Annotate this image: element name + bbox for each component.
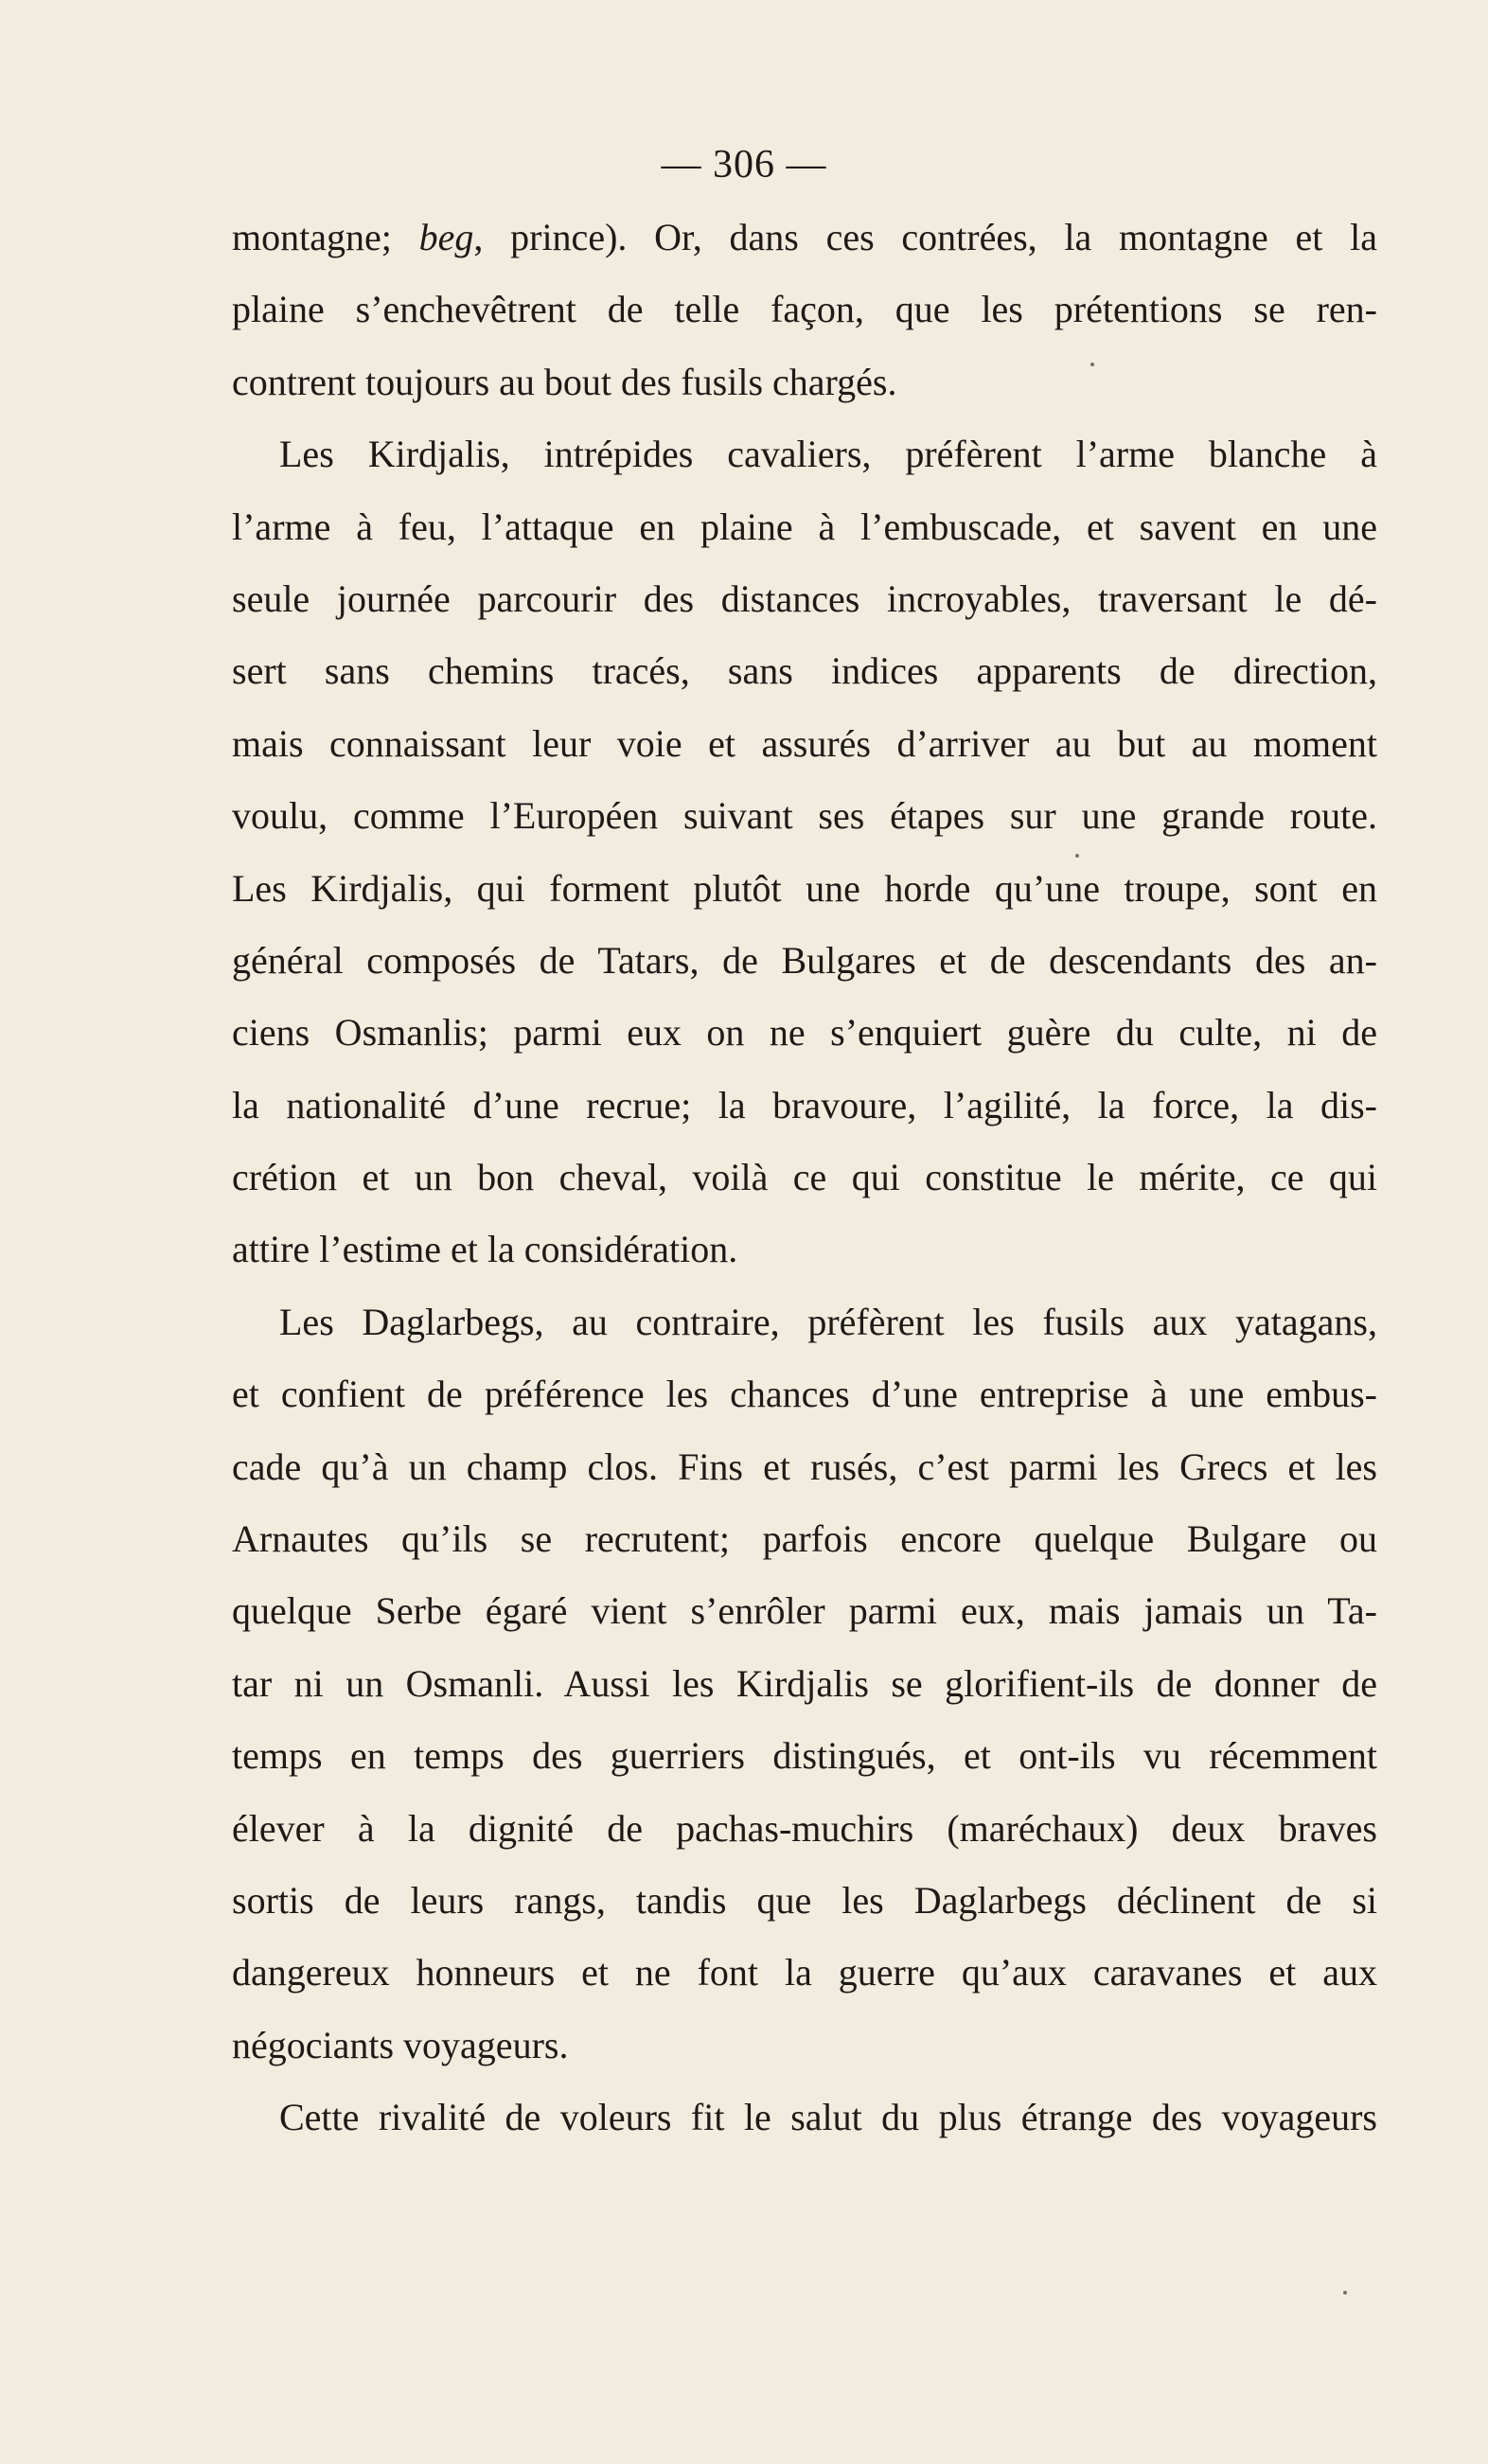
page-number: — 306 — (661, 143, 827, 186)
text-line-11: général composés de Tatars, de Bulgares et de descendants des an- (232, 938, 1377, 982)
text-line-8: mais connaissant leur voie et assurés d’arriver au but au moment (232, 721, 1377, 765)
text-line-3: contrent toujours au bout des fusils chargés. (232, 360, 897, 403)
text-line-10: Les Kirdjalis, qui forment plutôt une horde qu’une troupe, sont en (232, 866, 1377, 910)
text-line-27: Cette rivalité de voleurs fit le salut du plus étrange des voyageurs (279, 2096, 1377, 2139)
text-line-16: Les Daglarbegs, au contraire, préfèrent les fusils aux yatagans, (279, 1300, 1377, 1343)
text-line-26: négociants voyageurs. (232, 2023, 569, 2066)
text-line-18: cade qu’à un champ clos. Fins et rusés, c’est parmi les Grecs et les (232, 1445, 1377, 1488)
text-line-20: quelque Serbe égaré vient s’enrôler parmi eux, mais jamais un Ta- (232, 1589, 1377, 1633)
text-line-21: tar ni un Osmanli. Aussi les Kirdjalis se glorifient-ils de donner de (232, 1661, 1377, 1705)
text-line-15: attire l’estime et la considération. (232, 1228, 738, 1271)
body-text (232, 202, 1377, 2154)
text-line-13: la nationalité d’une recrue; la bravoure, l’agilité, la force, la dis- (232, 1083, 1377, 1126)
italic-word-beg: beg (418, 216, 474, 258)
text-line-17: et confient de préférence les chances d’une entreprise à une embus- (232, 1373, 1377, 1416)
text-line-14: crétion et un bon cheval, voilà ce qui constitue le mérite, ce qui (232, 1156, 1377, 1199)
text-line-25: dangereux honneurs et ne font la guerre qu’aux caravanes et aux (232, 1951, 1377, 1994)
paper-speck (1075, 854, 1079, 858)
text-line-9: voulu, comme l’Européen suivant ses étapes sur une grande route. (232, 794, 1377, 838)
text-line-5: l’arme à feu, l’attaque en plaine à l’embuscade, et savent en une (232, 505, 1377, 548)
text-line-1-start: montagne; (232, 216, 419, 258)
text-line-12: ciens Osmanlis; parmi eux on ne s’enquiert guère du culte, ni de (232, 1011, 1377, 1055)
text-line-6: seule journée parcourir des distances incroyables, traversant le dé- (232, 576, 1377, 620)
paper-speck (1343, 2291, 1347, 2295)
text-line-1-end: , prince). Or, dans ces contrées, la montagne et la (473, 216, 1377, 258)
text-line-24: sortis de leurs rangs, tandis que les Daglarbegs déclinent de si (232, 1878, 1377, 1922)
text-line-4: Les Kirdjalis, intrépides cavaliers, préfèrent l’arme blanche à (279, 433, 1377, 476)
text-line-22: temps en temps des guerriers distingués, et ont-ils vu récemment (232, 1734, 1377, 1778)
text-line-7: sert sans chemins tracés, sans indices apparents de direction, (232, 649, 1377, 693)
paper-speck (1090, 363, 1094, 366)
text-line-2: plaine s’enchevêtrent de telle façon, que les prétentions se ren- (232, 288, 1377, 331)
text-line-19: Arnautes qu’ils se recrutent; parfois encore quelque Bulgare ou (232, 1517, 1377, 1561)
text-line-23: élever à la dignité de pachas-muchirs (maréchaux) deux braves (232, 1806, 1377, 1850)
text-line-1 (232, 202, 1377, 274)
